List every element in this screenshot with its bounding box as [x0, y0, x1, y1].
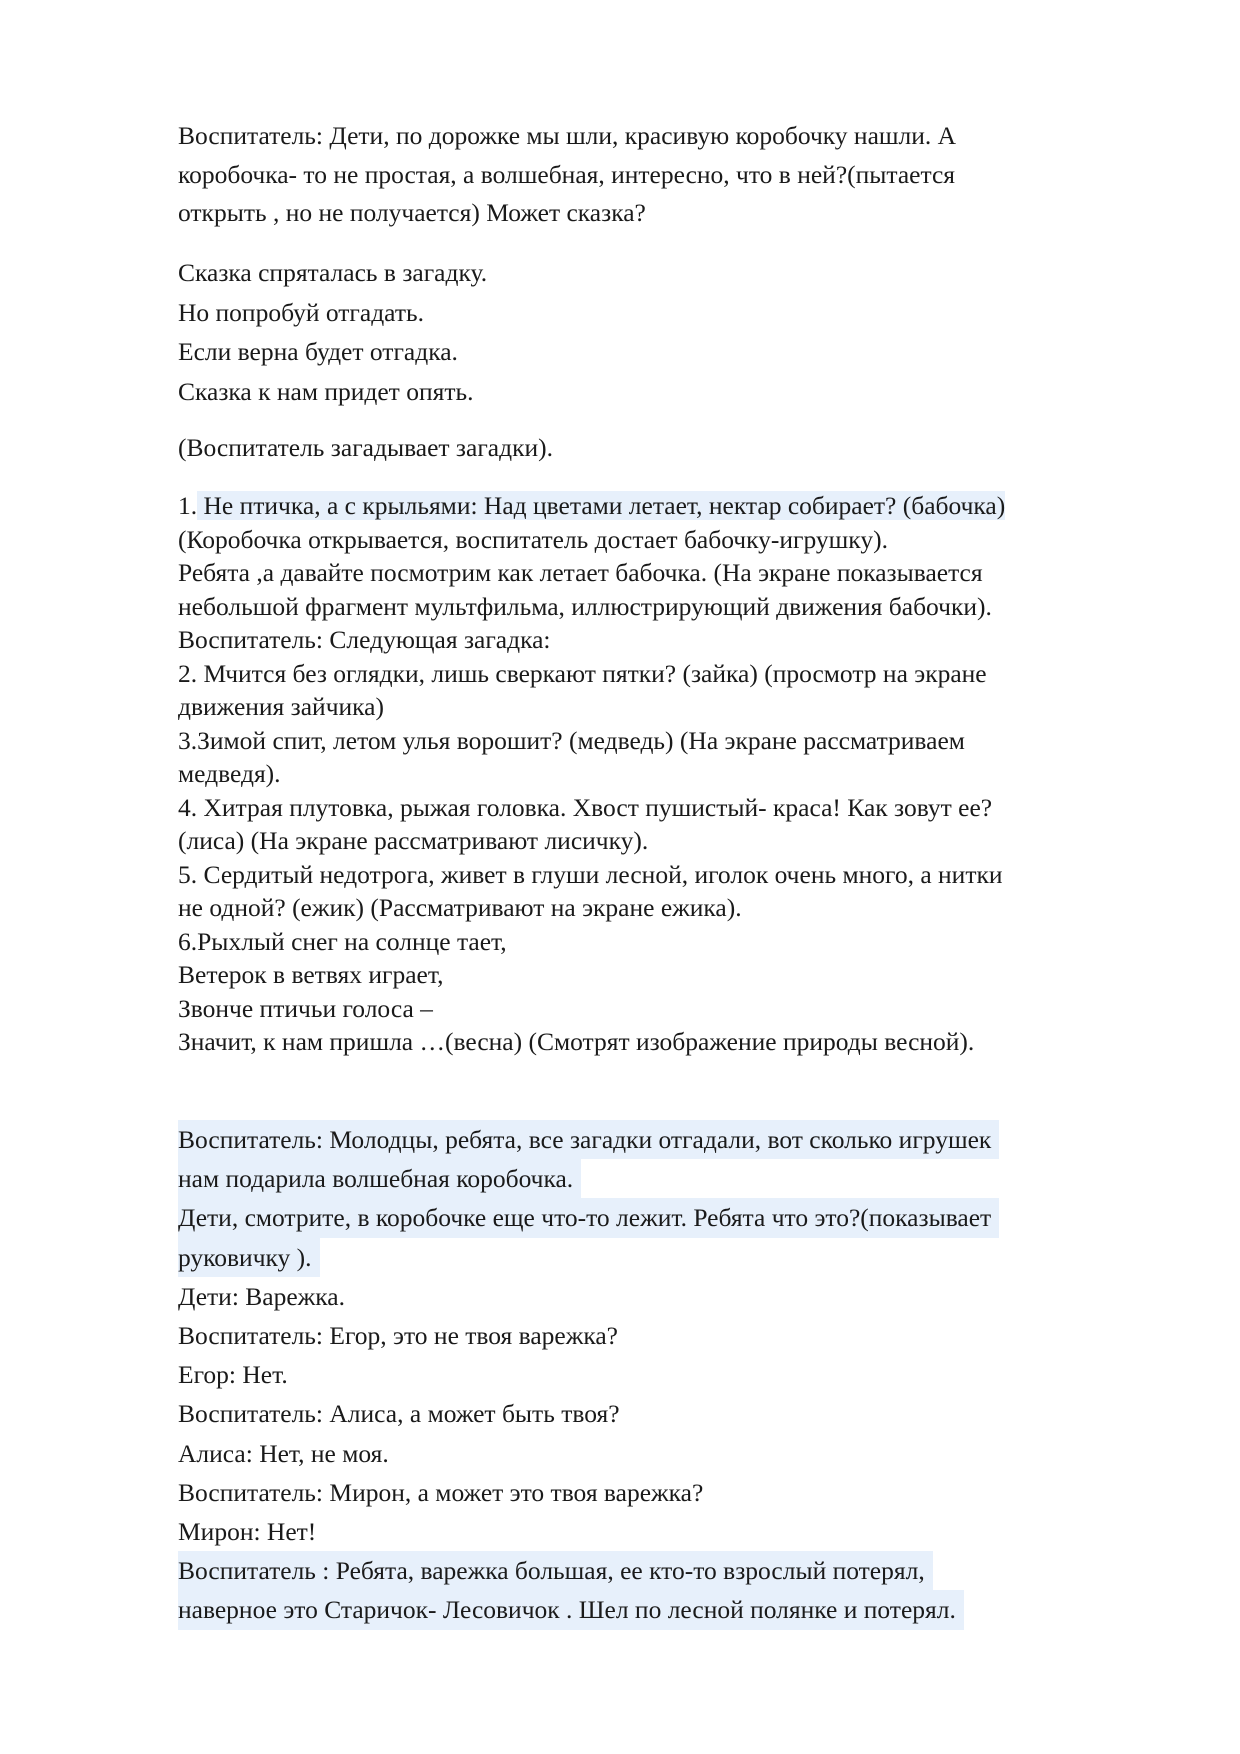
dialogue-line: Воспитатель: Мирон, а может это твоя варежка?: [178, 1477, 704, 1507]
poem-line: Но попробуй отгадать.: [178, 297, 424, 327]
dialogue-line: Мирон: Нет!: [178, 1517, 317, 1547]
highlighted-text: руковичку ).: [178, 1238, 320, 1277]
highlighted-text: Дети, смотрите, в коробочке еще что-то лежит. Ребята что это?(показывает: [178, 1198, 999, 1237]
text-line: 5. Сердитый недотрога, живет в глуши лесной, иголок очень много, а нитки: [178, 859, 1003, 889]
text-line: (лиса) (На экране рассматривают лисичку).: [178, 826, 649, 855]
dialogue-line: Егор: Нет.: [178, 1360, 288, 1390]
poem-block: [178, 253, 1078, 411]
highlighted-text: Воспитатель : Ребята, варежка большая, ее кто-то взрослый потерял,: [178, 1551, 933, 1590]
text-line: [178, 1238, 1148, 1277]
intro-paragraph: [178, 117, 1138, 233]
riddle-intro: (Воспитатель загадывает загадки).: [178, 433, 553, 462]
text-line: Ветерок в ветвях играет,: [178, 960, 444, 989]
text-line: 4. Хитрая плутовка, рыжая головка. Хвост пушистый- краса! Как зовут ее?: [178, 792, 993, 822]
highlighted-text: Воспитатель: Молодцы, ребята, все загадки отгадали, вот сколько игрушек: [178, 1120, 999, 1159]
text-line: небольшой фрагмент мультфильма, иллюстрирующий движения бабочки).: [178, 591, 992, 621]
dialogue-line: Воспитатель: Алиса, а может быть твоя?: [178, 1399, 620, 1429]
text-line: коробочка- то не простая, а волшебная, интересно, что в ней?(пытается: [178, 159, 956, 189]
dialogue-line: Алиса: Нет, не моя.: [178, 1438, 389, 1468]
text-line: (Коробочка открывается, воспитатель достает бабочку-игрушку).: [178, 524, 888, 554]
text-line: [178, 1551, 1148, 1590]
poem-line: Сказка к нам придет опять.: [178, 376, 474, 406]
text-line: [178, 1590, 1148, 1629]
text-line: [178, 1159, 1148, 1198]
highlighted-text: наверное это Старичок- Лесовичок . Шел по лесной полянке и потерял.: [178, 1590, 964, 1629]
riddles-block: [178, 489, 1148, 1059]
text-line: Звонче птичьи голоса –: [178, 993, 433, 1023]
text-line: [178, 1120, 1148, 1159]
highlighted-text: Не птичка, а с крыльями: Над цветами летает, нектар собирает? (бабочка): [197, 491, 1006, 520]
riddle-number: 1.: [178, 491, 198, 520]
text-line: не одной? (ежик) (Рассматривают на экране ежика).: [178, 893, 742, 922]
text-line: 6.Рыхлый снег на солнце тает,: [178, 926, 507, 956]
text-line: Воспитатель: Следующая загадка:: [178, 625, 551, 654]
text-line: Значит, к нам пришла …(весна) (Смотрят изображение природы весной).: [178, 1027, 975, 1056]
text-line: 2. Мчится без оглядки, лишь сверкают пятки? (зайка) (просмотр на экране: [178, 658, 987, 688]
dialogue-block: [178, 1120, 1148, 1630]
text-line: [178, 1198, 1148, 1237]
poem-line: Если верна будет отгадка.: [178, 337, 458, 366]
text-line: движения зайчика): [178, 692, 384, 721]
text-line: Воспитатель: Дети, по дорожке мы шли, красивую коробочку нашли. А: [178, 121, 957, 150]
poem-line: Сказка спряталась в загадку.: [178, 258, 488, 287]
text-line: 3.Зимой спит, летом улья ворошит? (медведь) (На экране рассматриваем: [178, 725, 965, 755]
riddle-1: [178, 489, 1148, 523]
text-line: медведя).: [178, 759, 281, 788]
dialogue-line: Дети: Варежка.: [178, 1281, 345, 1311]
text-line: открыть , но не получается) Может сказка?: [178, 198, 646, 227]
dialogue-line: Воспитатель: Егор, это не твоя варежка?: [178, 1321, 618, 1351]
highlighted-text: нам подарила волшебная коробочка.: [178, 1159, 581, 1198]
text-line: Ребята ,а давайте посмотрим как летает бабочка. (На экране показывается: [178, 558, 983, 587]
